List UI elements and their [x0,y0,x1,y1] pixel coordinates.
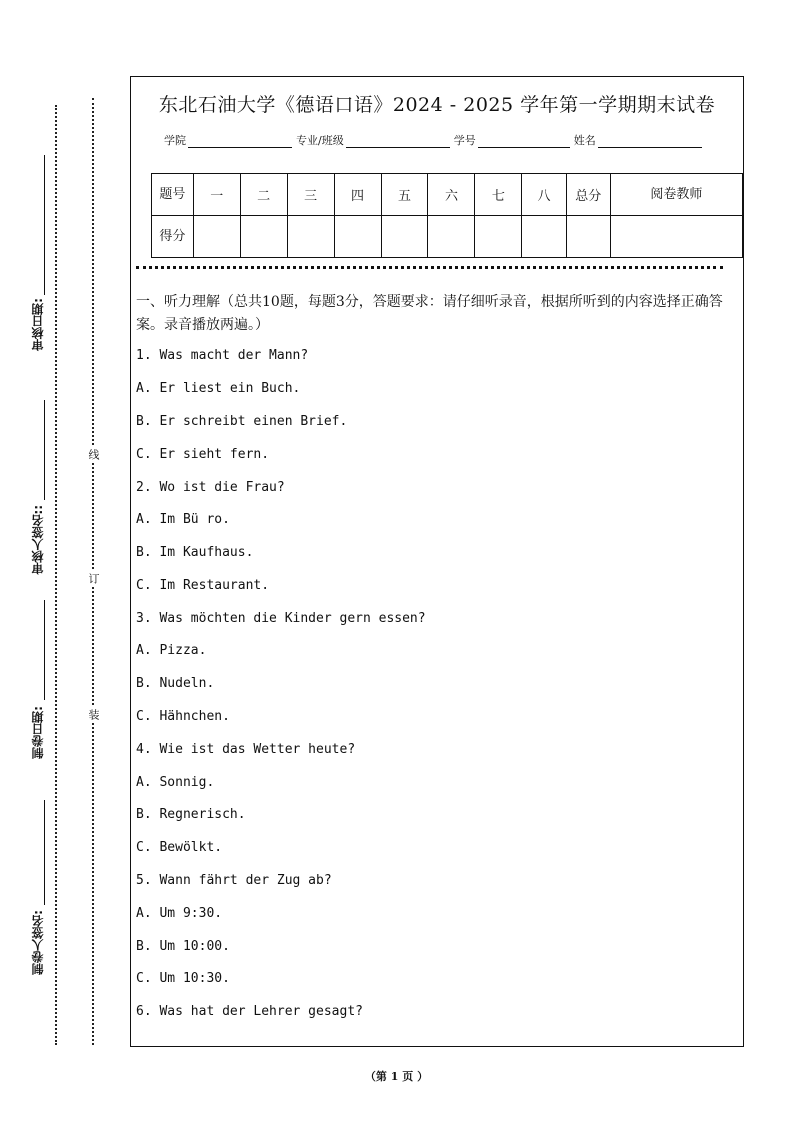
major-field[interactable] [346,134,450,148]
maker-date-line [44,600,45,700]
maker-sign-line [44,800,45,905]
college-field[interactable] [188,134,292,148]
score-cell[interactable] [287,216,334,258]
option-line: A. Um 9:30. [136,906,223,921]
binding-mark-xian: 线 [87,449,100,460]
question-line: 3. Was möchten die Kinder gern essen? [136,611,426,626]
student-id-field[interactable] [478,134,570,148]
col-3: 三 [287,174,334,216]
col-grader: 阅卷教师 [610,174,742,216]
name-label: 姓名 [573,134,596,147]
score-table-score-row [152,216,743,258]
exam-title: 东北石油大学《德语口语》2024 - 2025 学年第一学期期末试卷 [158,94,716,116]
reviewer-date-label: 审核日期: [31,298,45,351]
col-1: 一 [193,174,240,216]
student-id-label: 学号 [453,134,476,147]
question-number-header: 题号 [152,174,194,216]
college-label: 学院 [164,134,186,147]
page-number: （第 1 页 ） [364,1070,429,1083]
option-line: B. Um 10:00. [136,939,230,954]
score-row-label: 得分 [152,216,194,258]
col-8: 八 [522,174,566,216]
score-cell[interactable] [193,216,240,258]
option-line: B. Er schreibt einen Brief. [136,414,348,429]
option-line: C. Er sieht fern. [136,447,270,462]
col-7: 七 [475,174,522,216]
reviewer-sign-label: 审核人签名:: [31,505,45,575]
maker-sign-label: 制卷人签名: [31,910,45,975]
reviewer-sign-line [44,400,45,500]
option-line: C. Hähnchen. [136,709,230,724]
score-table [151,173,743,258]
score-cell[interactable] [240,216,287,258]
outer-dotted-line [55,105,57,1045]
name-field[interactable] [598,134,702,148]
score-cell[interactable] [566,216,610,258]
major-label: 专业/班级 [296,134,344,147]
maker-date-label: 制卷日期: [31,706,45,759]
option-line: A. Sonnig. [136,775,215,790]
question-line: 6. Was hat der Lehrer gesagt? [136,1004,363,1019]
question-line: 2. Wo ist die Frau? [136,480,285,495]
exam-frame [130,76,744,1047]
option-line: C. Im Restaurant. [136,578,270,593]
col-5: 五 [381,174,428,216]
option-line: A. Im Bü ro. [136,512,230,527]
binding-mark-ding: 订 [87,573,100,584]
student-info-row [164,132,706,148]
option-line: B. Nudeln. [136,676,215,691]
question-line: 1. Was macht der Mann? [136,348,309,363]
binding-mark-zhuang: 装 [87,709,100,720]
col-total: 总分 [566,174,610,216]
score-cell[interactable] [522,216,566,258]
option-line: C. Um 10:30. [136,971,230,986]
score-cell[interactable] [428,216,475,258]
option-line: B. Im Kaufhaus. [136,545,254,560]
reviewer-date-line [44,155,45,295]
question-line: 4. Wie ist das Wetter heute? [136,742,356,757]
dotted-separator [136,266,723,269]
score-cell[interactable] [334,216,381,258]
score-cell[interactable] [475,216,522,258]
col-6: 六 [428,174,475,216]
question-line: 5. Wann fährt der Zug ab? [136,873,332,888]
option-line: B. Regnerisch. [136,807,246,822]
col-2: 二 [240,174,287,216]
section-1-heading: 一、听力理解（总共10题，每题3分，答题要求：请仔细听录音，根据所听到的内容选择正确答案。录音播放两遍。） [136,294,723,333]
score-cell[interactable] [610,216,742,258]
score-table-header-row [152,174,743,216]
score-cell[interactable] [381,216,428,258]
option-line: A. Er liest ein Buch. [136,381,301,396]
option-line: A. Pizza. [136,643,207,658]
col-4: 四 [334,174,381,216]
option-line: C. Bewölkt. [136,840,223,855]
